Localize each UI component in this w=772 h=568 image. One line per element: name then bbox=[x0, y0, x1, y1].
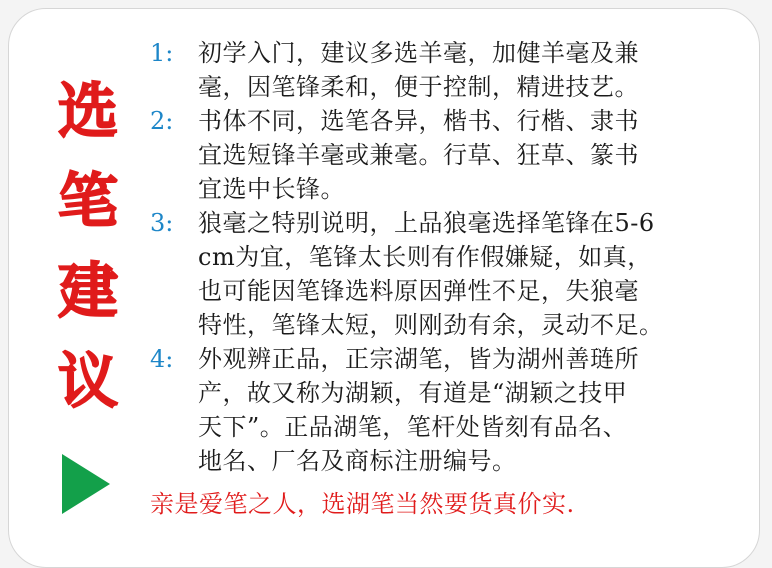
side-title-char: 议 bbox=[58, 347, 118, 417]
advice-item bbox=[150, 36, 750, 104]
item-line: 书体不同，选笔各异，楷书、行楷、隶书 bbox=[198, 107, 639, 135]
side-title-char: 笔 bbox=[58, 167, 118, 237]
item-line: cm为宜，笔锋太长则有作假嫌疑，如真， bbox=[198, 243, 652, 271]
advice-item bbox=[150, 206, 750, 342]
play-triangle-icon bbox=[62, 454, 110, 514]
item-number: 1: bbox=[150, 39, 174, 67]
item-number: 3: bbox=[150, 209, 174, 237]
item-line: 狼毫之特别说明，上品狼毫选择笔锋在5-6 bbox=[198, 209, 655, 237]
advice-item bbox=[150, 104, 750, 206]
side-title bbox=[48, 77, 128, 442]
advice-item bbox=[150, 342, 750, 478]
footer-note: 亲是爱笔之人，选湖笔当然要货真价实. bbox=[150, 490, 575, 518]
item-number: 2: bbox=[150, 107, 174, 135]
item-number: 4: bbox=[150, 345, 174, 373]
item-line: 也可能因笔锋选料原因弹性不足，失狼毫 bbox=[198, 277, 639, 305]
item-line: 天下”。正品湖笔，笔杆处皆刻有品名、 bbox=[198, 413, 628, 441]
item-line: 宜选短锋羊毫或兼毫。行草、狂草、篆书 bbox=[198, 141, 639, 169]
item-line: 初学入门，建议多选羊毫，加健羊毫及兼 bbox=[198, 39, 639, 67]
item-line: 毫，因笔锋柔和，便于控制，精进技艺。 bbox=[198, 73, 639, 101]
item-line: 外观辨正品，正宗湖笔，皆为湖州善琏所 bbox=[198, 345, 639, 373]
item-line: 地名、厂名及商标注册编号。 bbox=[198, 447, 517, 475]
item-line: 宜选中长锋。 bbox=[198, 175, 345, 203]
item-line: 产，故又称为湖颖，有道是“湖颖之技甲 bbox=[198, 379, 628, 407]
side-title-char: 建 bbox=[58, 257, 118, 327]
item-line: 特性，笔锋太短，则刚劲有余，灵动不足。 bbox=[198, 311, 664, 339]
side-title-char: 选 bbox=[58, 77, 118, 147]
advice-list bbox=[150, 36, 750, 478]
